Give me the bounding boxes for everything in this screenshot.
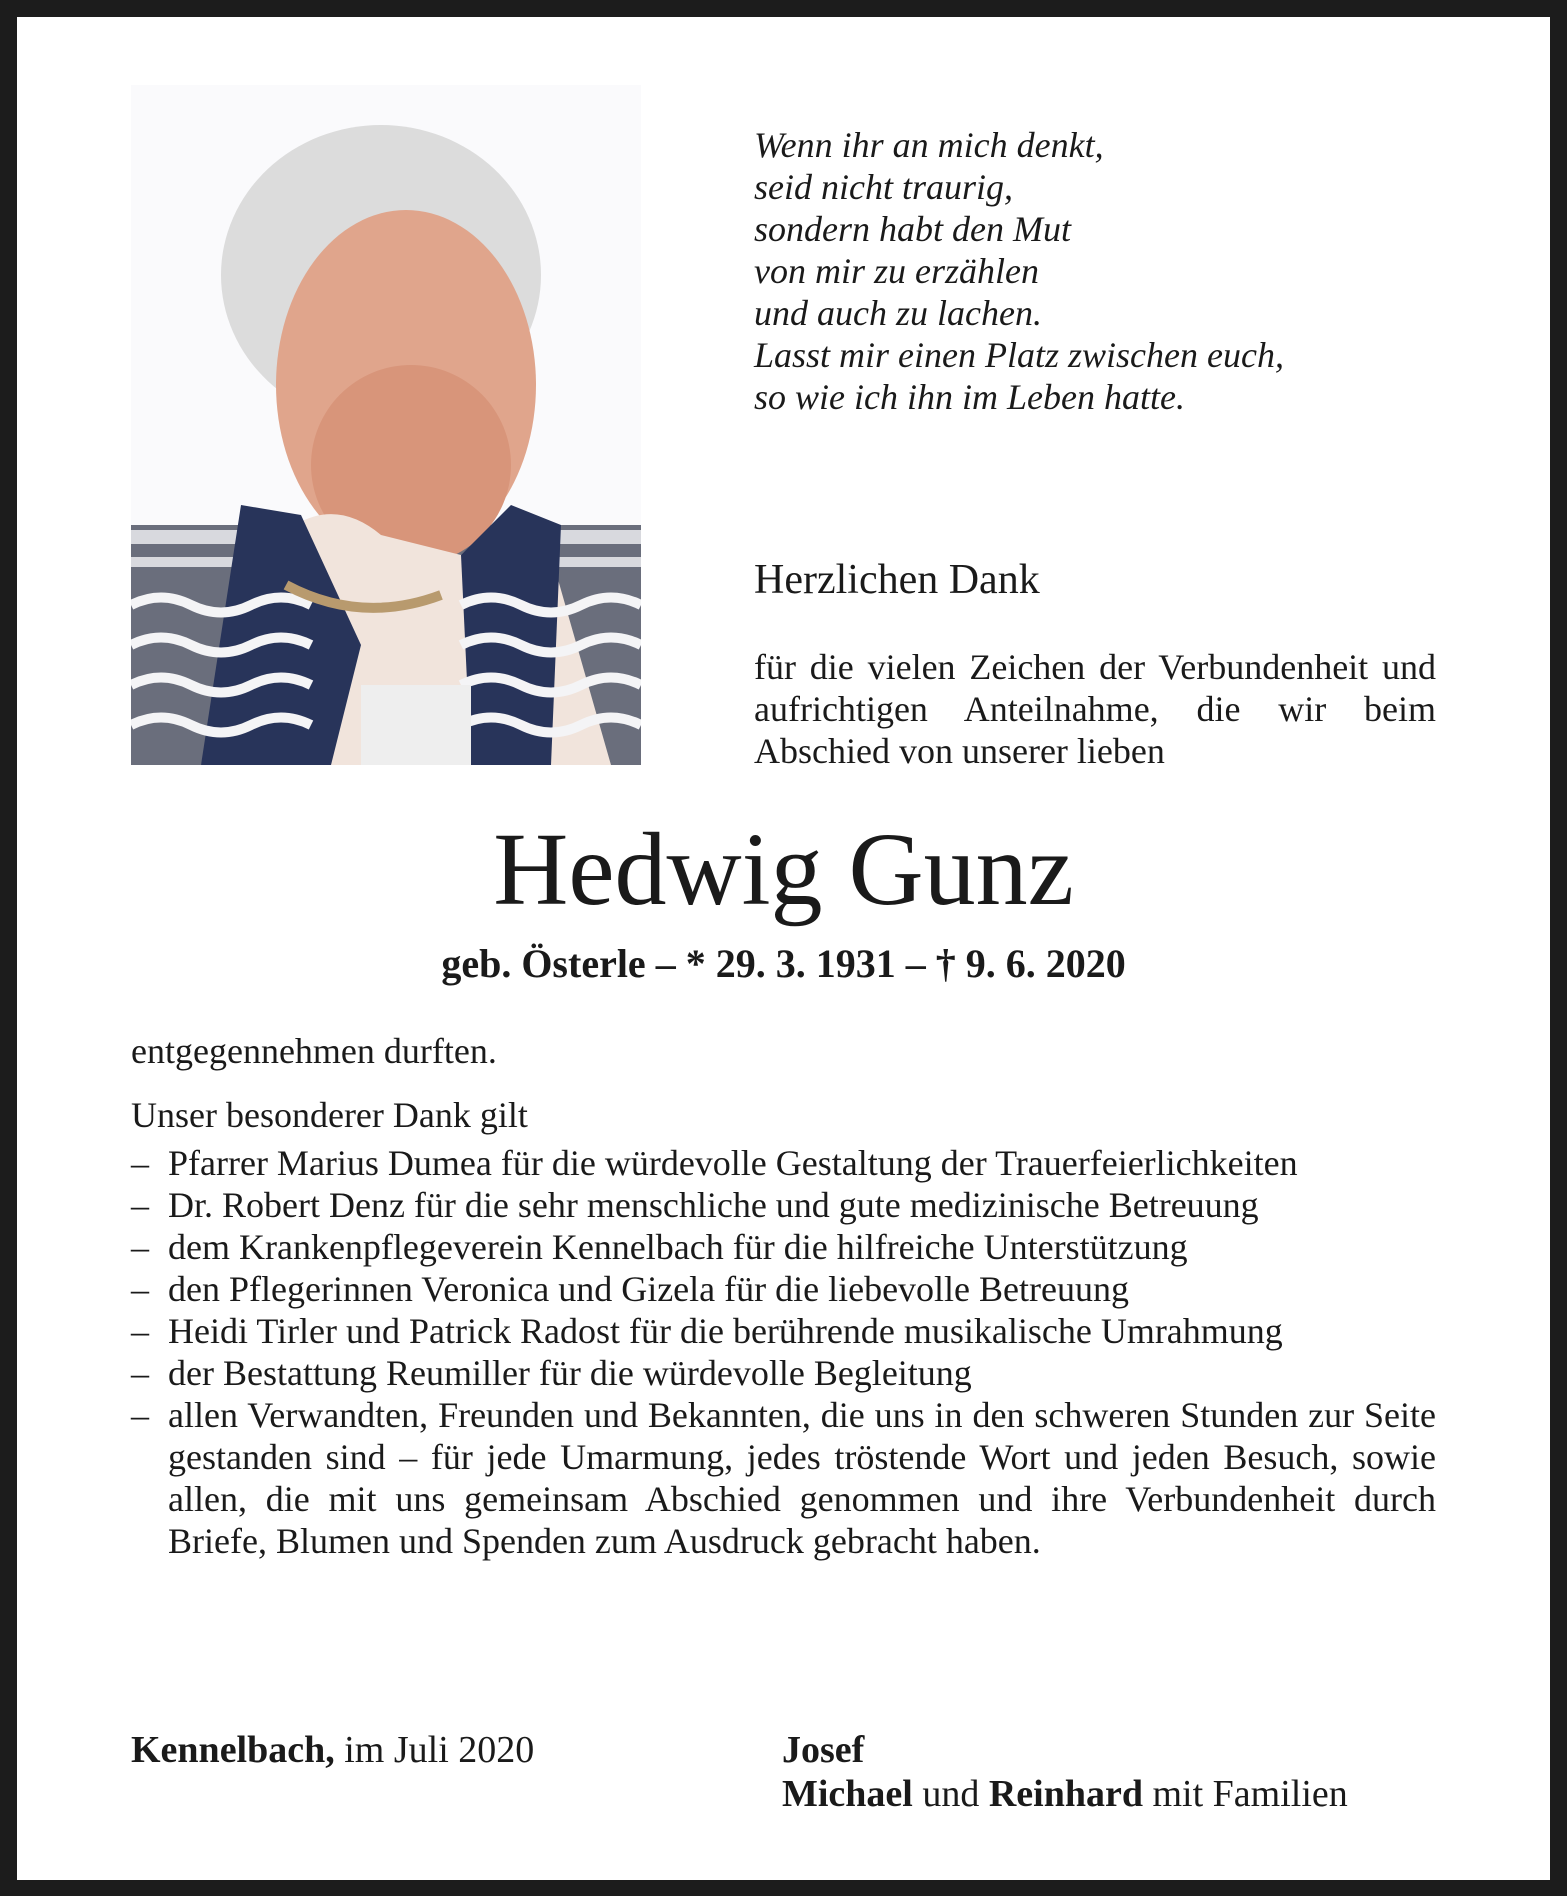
list-item bbox=[131, 1394, 1436, 1562]
dash-bullet: – bbox=[131, 1395, 149, 1435]
poem-line: sondern habt den Mut bbox=[754, 209, 1071, 249]
intro-paragraph: für die vielen Zeichen der Verbundenheit und aufrichtigen Anteilnahme, die wir beim Abschied von unserer lieben bbox=[754, 647, 1436, 771]
families-text: mit Familien bbox=[1152, 1773, 1348, 1815]
deceased-name: Hedwig Gunz bbox=[493, 812, 1074, 927]
continuation-text: entgegennehmen durften. bbox=[131, 1031, 497, 1071]
signer-reinhard: Reinhard bbox=[988, 1773, 1143, 1815]
poem-line: seid nicht traurig, bbox=[754, 167, 1013, 207]
portrait-photo bbox=[131, 85, 641, 765]
list-item-text: Heidi Tirler und Patrick Radost für die berührende musikalische Umrahmung bbox=[168, 1311, 1283, 1351]
poem-line: von mir zu erzählen bbox=[754, 251, 1039, 291]
dash-bullet: – bbox=[131, 1185, 149, 1225]
dash-bullet: – bbox=[131, 1227, 149, 1267]
list-item-text: allen Verwandten, Freunden und Bekannten, die uns in den schweren Stunden zur Seite gestanden sind – für jede Umarmung, jedes tröstende Wort und jeden Besuch, sowie allen, die mit uns gemeinsam Abschied genommen und ihre Verbundenheit durch Briefe, Blumen und Spenden zum Ausdruck gebracht haben. bbox=[168, 1395, 1436, 1561]
body-text bbox=[131, 1030, 1436, 1562]
list-item-text: dem Krankenpflegeverein Kennelbach für die hilfreiche Unterstützung bbox=[168, 1227, 1188, 1267]
signatories bbox=[782, 1728, 1348, 1816]
heading: Herzlichen Dank bbox=[754, 557, 1040, 603]
signer-michael: Michael bbox=[782, 1773, 913, 1815]
memorial-poem bbox=[754, 124, 1284, 418]
dash-bullet: – bbox=[131, 1143, 149, 1183]
life-dates: geb. Österle – * 29. 3. 1931 – † 9. 6. 2020 bbox=[441, 941, 1126, 986]
place-date bbox=[131, 1728, 534, 1772]
list-item-text: Dr. Robert Denz für die sehr menschliche und gute medizinische Betreuung bbox=[168, 1185, 1259, 1225]
list-item-text: der Bestattung Reumiller für die würdevolle Begleitung bbox=[168, 1353, 972, 1393]
list-item-text: Pfarrer Marius Dumea für die würdevolle Gestaltung der Trauerfeierlichkeiten bbox=[168, 1143, 1298, 1183]
place: Kennelbach, bbox=[131, 1729, 335, 1771]
list-item bbox=[131, 1268, 1436, 1310]
poem-line: so wie ich ihn im Leben hatte. bbox=[754, 377, 1185, 417]
and-text: und bbox=[922, 1773, 980, 1815]
list-item bbox=[131, 1310, 1436, 1352]
list-item-text: den Pflegerinnen Veronica und Gizela für die liebevolle Betreuung bbox=[168, 1269, 1129, 1309]
poem-line: und auch zu lachen. bbox=[754, 293, 1042, 333]
list-item bbox=[131, 1142, 1436, 1184]
list-item bbox=[131, 1352, 1436, 1394]
signer-josef: Josef bbox=[782, 1729, 865, 1771]
poem-line: Lasst mir einen Platz zwischen euch, bbox=[754, 335, 1284, 375]
dash-bullet: – bbox=[131, 1269, 149, 1309]
list-item bbox=[131, 1184, 1436, 1226]
poem-line: Wenn ihr an mich denkt, bbox=[754, 125, 1104, 165]
date: im Juli 2020 bbox=[344, 1729, 535, 1771]
list-item bbox=[131, 1226, 1436, 1268]
dash-bullet: – bbox=[131, 1311, 149, 1351]
dash-bullet: – bbox=[131, 1353, 149, 1393]
thanks-list bbox=[131, 1142, 1436, 1562]
special-thanks-intro: Unser besonderer Dank gilt bbox=[131, 1095, 528, 1135]
